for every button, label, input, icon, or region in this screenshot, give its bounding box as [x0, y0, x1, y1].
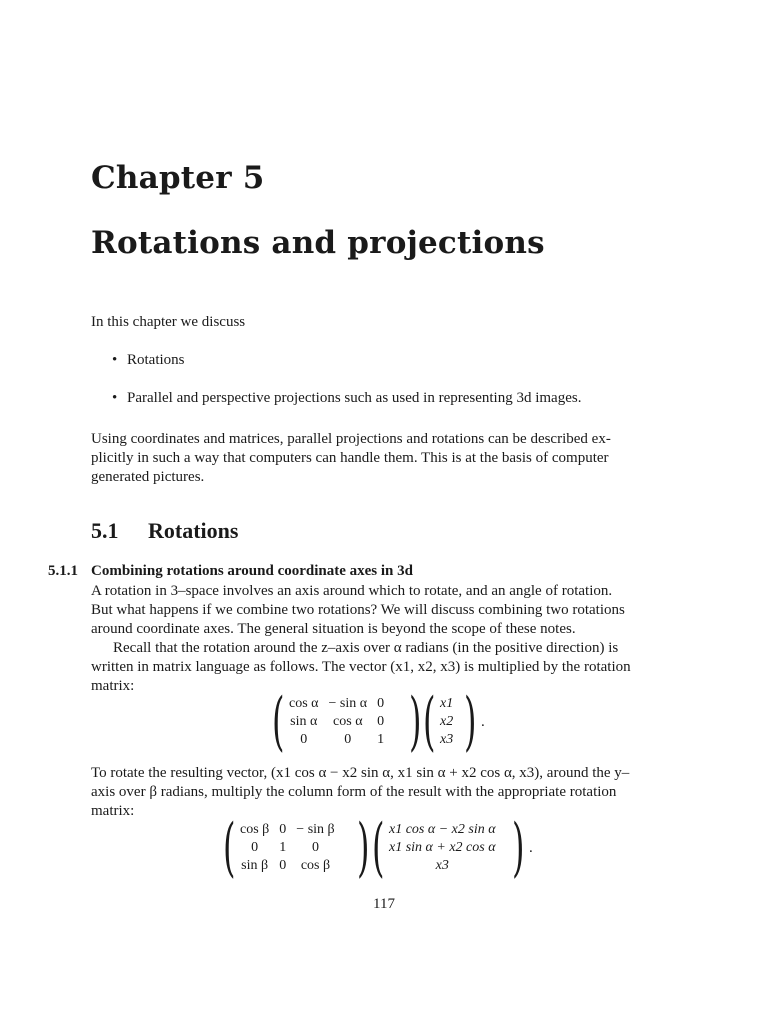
subsection-heading — [48, 563, 413, 580]
subsection-number: 5.1.1 — [48, 563, 78, 579]
text-line: axis over β radians, multiply the column form of the result with the appropriate rotation — [91, 784, 617, 800]
matrix-cell: cos β — [240, 822, 270, 837]
intro-text: In this chapter we discuss — [91, 314, 246, 330]
left-paren-icon: ( — [423, 685, 436, 759]
vector-cell: x3 — [435, 858, 449, 873]
bullet-icon: • — [112, 390, 118, 406]
matrix-cell: 0 — [279, 822, 287, 837]
equation-period: . — [481, 714, 485, 730]
matrix-cell: 0 — [311, 840, 319, 855]
text-line: But what happens if we combine two rotations? We will discuss combining two rotations — [91, 602, 625, 618]
matrix-cell: sin β — [241, 858, 269, 873]
matrix-cell: − sin α — [328, 696, 368, 711]
paragraph-2 — [91, 639, 666, 696]
section-heading — [91, 518, 238, 544]
equation-period: . — [529, 840, 533, 856]
rotation-matrix-y — [235, 821, 340, 875]
bullet-item — [112, 351, 185, 370]
overview-paragraph — [91, 430, 666, 487]
rotation-matrix-z — [284, 695, 389, 749]
text-line: generated pictures. — [91, 469, 205, 485]
matrix-cell: cos α — [289, 696, 319, 711]
left-paren-icon: ( — [223, 811, 236, 885]
matrix-cell: cos β — [300, 858, 331, 873]
text-line: Recall that the rotation around the z–axis over α radians (in the positive direction) is — [113, 640, 619, 656]
text-line: matrix: — [91, 803, 135, 819]
matrix-cell: 0 — [300, 732, 308, 747]
right-paren-icon: ) — [464, 685, 477, 759]
bullet-item — [112, 389, 581, 408]
bullet-text: Parallel and perspective projections such as used in representing 3d images. — [127, 390, 582, 406]
matrix-cell: 0 — [377, 696, 385, 711]
matrix-cell: sin α — [290, 714, 318, 729]
subsection-title: Combining rotations around coordinate axes in 3d — [91, 563, 413, 579]
text-line: written in matrix language as follows. The vector (x1, x2, x3) is multiplied by the rotation — [91, 659, 631, 675]
result-vector — [384, 821, 501, 875]
text-line: Using coordinates and matrices, parallel projections and rotations can be described ex- — [91, 431, 611, 447]
matrix-cell: 1 — [279, 840, 287, 855]
chapter-title: Rotations and projections — [91, 225, 545, 261]
vector-cell: x1 sin α + x2 cos α — [389, 840, 496, 855]
matrix-cell: cos α — [333, 714, 363, 729]
chapter-label: Chapter 5 — [91, 160, 265, 196]
text-line: plicitly in such a way that computers can handle them. This is at the basis of computer — [91, 450, 609, 466]
section-number: 5.1 — [91, 518, 119, 543]
matrix-cell: − sin β — [296, 822, 335, 837]
matrix-cell: 0 — [377, 714, 385, 729]
text-line: matrix: — [91, 678, 135, 694]
right-paren-icon: ) — [409, 685, 422, 759]
text-line: around coordinate axes. The general situation is beyond the scope of these notes. — [91, 621, 576, 637]
vector-x — [435, 695, 458, 749]
text-line: To rotate the resulting vector, (x1 cos α − x2 sin α, x1 sin α + x2 cos α, x3), around the y– — [91, 765, 630, 781]
vector-cell: x2 — [440, 714, 454, 729]
vector-cell: x1 cos α − x2 sin α — [389, 822, 496, 837]
bullet-icon: • — [112, 352, 118, 368]
matrix-cell: 0 — [251, 840, 259, 855]
right-paren-icon: ) — [357, 811, 370, 885]
matrix-cell: 1 — [377, 732, 385, 747]
matrix-cell: 0 — [279, 858, 287, 873]
bullet-text: Rotations — [127, 352, 185, 368]
page-number: 117 — [373, 896, 395, 912]
text-line: A rotation in 3–space involves an axis around which to rotate, and an angle of rotation. — [91, 583, 613, 599]
right-paren-icon: ) — [512, 811, 525, 885]
vector-cell: x1 — [440, 696, 454, 711]
matrix-cell: 0 — [344, 732, 352, 747]
paragraph-1 — [91, 582, 666, 639]
vector-cell: x3 — [440, 732, 454, 747]
left-paren-icon: ( — [272, 685, 285, 759]
section-title: Rotations — [148, 518, 239, 543]
left-paren-icon: ( — [372, 811, 385, 885]
